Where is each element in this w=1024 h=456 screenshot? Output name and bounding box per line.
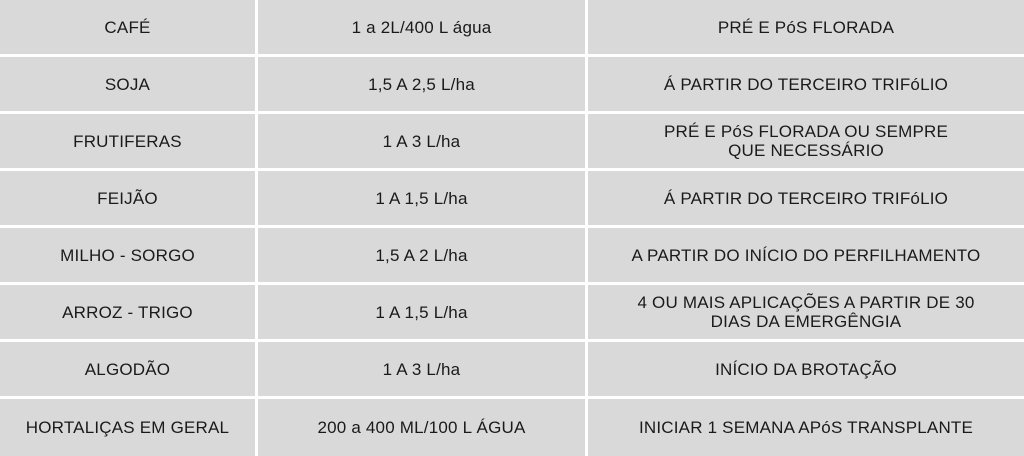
table-cell-timing: Á PARTIR DO TERCEIRO TRIFóLIO	[588, 57, 1024, 111]
table-cell-dose: 1 A 3 L/ha	[258, 342, 585, 396]
table-cell-dose: 1 A 1,5 L/ha	[258, 171, 585, 225]
table-cell-timing: Á PARTIR DO TERCEIRO TRIFóLIO	[588, 171, 1024, 225]
table-cell-crop: MILHO - SORGO	[0, 228, 255, 282]
table-cell-crop: FEIJÃO	[0, 171, 255, 225]
table-cell-timing: 4 OU MAIS APLICAÇÕES A PARTIR DE 30 DIAS DA EMERGÊNGIA	[588, 285, 1024, 339]
table-cell-timing: INICIAR 1 SEMANA APóS TRANSPLANTE	[588, 399, 1024, 456]
table-cell-timing: INÍCIO DA BROTAÇÃO	[588, 342, 1024, 396]
table-cell-dose: 1 a 2L/400 L água	[258, 0, 585, 54]
table-cell-crop: ALGODÃO	[0, 342, 255, 396]
table-cell-timing: PRÉ E PóS FLORADA	[588, 0, 1024, 54]
table-cell-crop: FRUTIFERAS	[0, 114, 255, 168]
table-cell-crop: SOJA	[0, 57, 255, 111]
table-cell-timing: A PARTIR DO INÍCIO DO PERFILHAMENTO	[588, 228, 1024, 282]
table-cell-timing: PRÉ E PóS FLORADA OU SEMPRE QUE NECESSÁRIO	[588, 114, 1024, 168]
table-cell-dose: 200 a 400 ML/100 L ÁGUA	[258, 399, 585, 456]
table-cell-dose: 1 A 1,5 L/ha	[258, 285, 585, 339]
table-cell-dose: 1,5 A 2,5 L/ha	[258, 57, 585, 111]
table-cell-crop: CAFÉ	[0, 0, 255, 54]
table-cell-crop: ARROZ - TRIGO	[0, 285, 255, 339]
table-cell-dose: 1 A 3 L/ha	[258, 114, 585, 168]
table-cell-dose: 1,5 A 2 L/ha	[258, 228, 585, 282]
table-cell-crop: HORTALIÇAS EM GERAL	[0, 399, 255, 456]
